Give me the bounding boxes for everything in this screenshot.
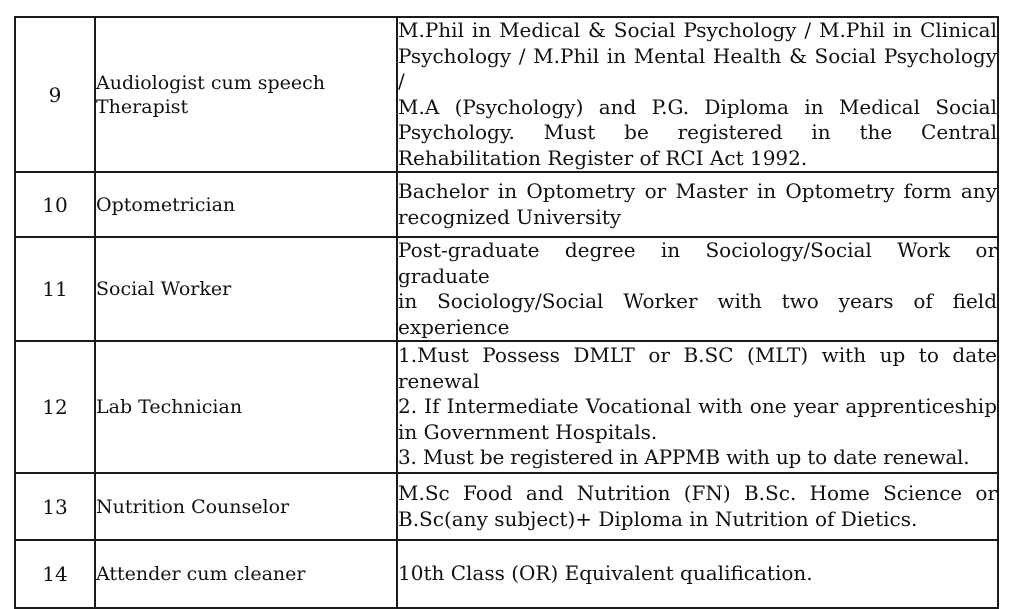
qualification [397,172,998,237]
qualification-line: B.Sc(any subject)+ Diploma in Nutrition of Dietics. [398,506,918,531]
table-row [15,540,998,608]
qualification-line: 2. If Intermediate Vocational with one year apprenticeship [398,394,997,419]
qualification-line: Bachelor in Optometry or Master in Optometry form any [398,179,997,203]
post-name: Audiologist cum speech Therapist [95,17,397,172]
qualification-line: M.Phil in Medical & Social Psychology / M.Phil in Clinical [398,18,997,42]
serial-number: 11 [15,237,95,341]
qualification [397,17,998,172]
post-name: Social Worker [95,237,397,341]
qualification-line: renewal [398,368,480,393]
qualification-line: experience [398,314,510,339]
qualification-line: 10th Class (OR) Equivalent qualification. [398,561,813,586]
post-name: Nutrition Counselor [95,473,397,540]
qualification-line: Post-graduate degree in Sociology/Social Work or graduate [398,238,997,288]
qualification-line: in Sociology/Social Worker with two years of field [398,289,997,313]
qualification-table [14,16,999,609]
qualification [397,341,998,473]
serial-number: 14 [15,540,95,608]
qualification [397,473,998,540]
table-row [15,172,998,237]
qualification-line: Psychology / M.Phil in Mental Health & Social Psychology / [398,43,997,93]
post-name: Attender cum cleaner [95,540,397,608]
serial-number: 13 [15,473,95,540]
qualification [397,540,998,608]
serial-number: 12 [15,341,95,473]
qualification [397,237,998,341]
qualification-line: in Government Hospitals. [398,419,658,444]
qualification-line: 1.Must Possess DMLT or B.SC (MLT) with up to date [398,343,997,368]
serial-number: 9 [15,17,95,172]
post-name: Optometrician [95,172,397,237]
serial-number: 10 [15,172,95,237]
qualification-line: M.Sc Food and Nutrition (FN) B.Sc. Home Science or [398,481,997,505]
table-row [15,237,998,341]
table-row [15,341,998,473]
post-name: Lab Technician [95,341,397,473]
qualification-line: Rehabilitation Register of RCI Act 1992. [398,145,808,170]
qualification-line: Psychology. Must be registered in the Central [398,120,997,144]
table-row [15,17,998,172]
qualification-line: 3. Must be registered in APPMB with up to date renewal. [398,445,970,470]
table-row [15,473,998,540]
qualification-line: M.A (Psychology) and P.G. Diploma in Medical Social [398,94,997,119]
qualification-line: recognized University [398,204,622,229]
